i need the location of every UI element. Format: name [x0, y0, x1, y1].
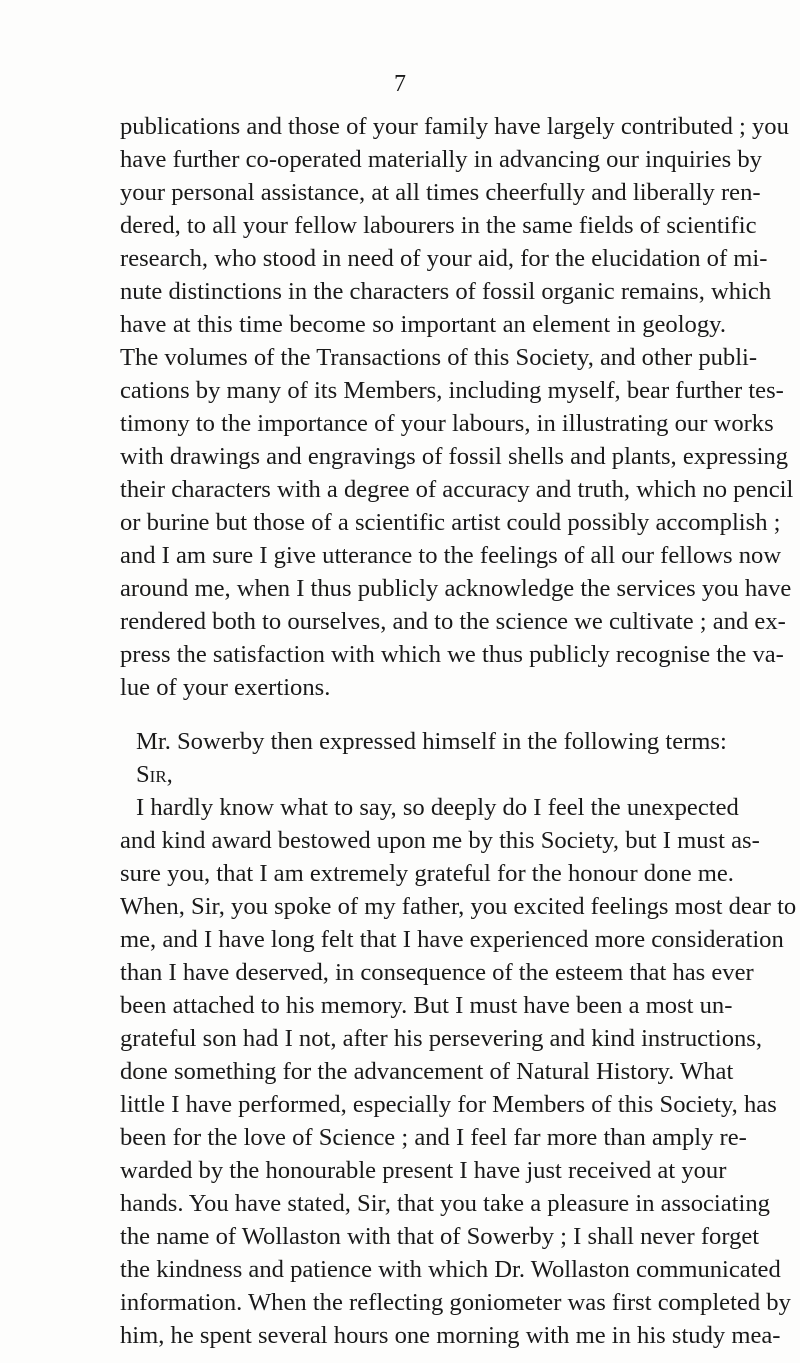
- text-line: grateful son had I not, after his persevering and kind instructions,: [120, 1025, 763, 1052]
- text-line: The volumes of the Transactions of this Society, and other publi-: [120, 344, 758, 371]
- text-line: rendered both to ourselves, and to the science we cultivate ; and ex-: [120, 608, 786, 635]
- text-line: and I am sure I give utterance to the feelings of all our fellows now: [120, 542, 782, 569]
- text-line: your personal assistance, at all times cheerfully and liberally ren-: [120, 179, 761, 206]
- text-line: me, and I have long felt that I have experienced more consideration: [120, 926, 784, 953]
- text-line: timony to the importance of your labours, in illustrating our works: [120, 410, 774, 437]
- text-line: or burine but those of a scientific artist could possibly accomplish ;: [120, 509, 781, 536]
- text-line: around me, when I thus publicly acknowledge the services you have: [120, 575, 792, 602]
- text-line: done something for the advancement of Natural History. What: [120, 1058, 734, 1085]
- text-line: and kind award bestowed upon me by this Society, but I must as-: [120, 827, 760, 854]
- text-line: nute distinctions in the characters of fossil organic remains, which: [120, 278, 772, 305]
- text-line: hands. You have stated, Sir, that you take a pleasure in associating: [120, 1190, 770, 1217]
- text-line: lue of your exertions.: [120, 674, 331, 701]
- text-line: information. When the reflecting goniometer was first completed by: [120, 1289, 791, 1316]
- text-line: have at this time become so important an element in geology.: [120, 311, 726, 338]
- text-line: When, Sir, you spoke of my father, you excited feelings most dear to: [120, 893, 797, 920]
- text-line: have further co-operated materially in advancing our inquiries by: [120, 146, 762, 173]
- text-line: publications and those of your family have largely contributed ; you: [120, 113, 789, 140]
- text-line: him, he spent several hours one morning with me in his study mea-: [120, 1322, 781, 1349]
- text-line: cations by many of its Members, including myself, bear further tes-: [120, 377, 784, 404]
- text-line: than I have deserved, in consequence of the esteem that has ever: [120, 959, 754, 986]
- text-line: the kindness and patience with which Dr. Wollaston communicated: [120, 1256, 781, 1283]
- text-line: press the satisfaction with which we thus publicly recognise the va-: [120, 641, 784, 668]
- salutation: Sir,: [136, 761, 173, 788]
- text-line: the name of Wollaston with that of Sowerby ; I shall never forget: [120, 1223, 760, 1250]
- text-line: with drawings and engravings of fossil shells and plants, expressing: [120, 443, 789, 470]
- page-number: 7: [394, 71, 406, 97]
- text-line: little I have performed, especially for Members of this Society, has: [120, 1091, 777, 1118]
- text-line: research, who stood in need of your aid, for the elucidation of mi-: [120, 245, 768, 272]
- text-line: warded by the honourable present I have just received at your: [120, 1157, 727, 1184]
- text-line: been attached to his memory. But I must have been a most un-: [120, 992, 733, 1019]
- text-line: their characters with a degree of accuracy and truth, which no pencil: [120, 476, 794, 503]
- text-line: dered, to all your fellow labourers in the same fields of scientific: [120, 212, 757, 239]
- text-line: I hardly know what to say, so deeply do I feel the unexpected: [136, 794, 739, 821]
- intro-line: Mr. Sowerby then expressed himself in the following terms:: [136, 728, 727, 755]
- text-line: been for the love of Science ; and I feel far more than amply re-: [120, 1124, 747, 1151]
- text-line: sure you, that I am extremely grateful for the honour done me.: [120, 860, 734, 887]
